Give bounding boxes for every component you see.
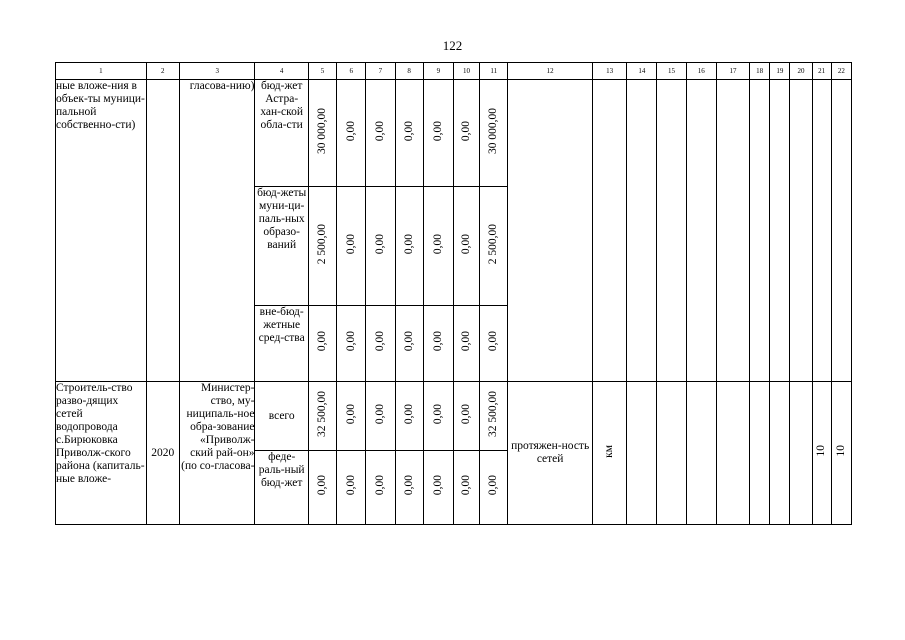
empty-cell xyxy=(831,80,851,382)
header-cell: 21 xyxy=(812,63,831,80)
value-cell: 0,00 xyxy=(366,306,395,382)
header-cell: 22 xyxy=(831,63,851,80)
indicator-cell xyxy=(508,80,593,382)
value-cell: 0,00 xyxy=(337,187,366,306)
header-cell: 13 xyxy=(592,63,626,80)
value-cell: 0,00 xyxy=(423,451,453,525)
value-cell: 0,00 xyxy=(480,306,508,382)
empty-cell xyxy=(770,382,790,525)
value-cell: 0,00 xyxy=(337,382,366,451)
header-cell: 10 xyxy=(453,63,479,80)
value-cell: 0,00 xyxy=(366,187,395,306)
empty-cell xyxy=(770,80,790,382)
unit-cell xyxy=(592,80,626,382)
value-cell: 30 000,00 xyxy=(308,80,336,187)
table-row xyxy=(56,80,852,187)
value-cell: 0,00 xyxy=(395,451,423,525)
header-cell: 3 xyxy=(179,63,255,80)
header-cell: 18 xyxy=(750,63,770,80)
value-cell: 0,00 xyxy=(453,382,479,451)
year-cell xyxy=(146,80,179,382)
budget-table xyxy=(55,62,852,525)
value-cell: 0,00 xyxy=(337,306,366,382)
header-cell: 16 xyxy=(686,63,716,80)
header-cell: 11 xyxy=(480,63,508,80)
header-cell: 1 xyxy=(56,63,147,80)
empty-cell xyxy=(686,80,716,382)
empty-cell xyxy=(812,80,831,382)
header-cell: 17 xyxy=(716,63,749,80)
value-cell: 0,00 xyxy=(395,187,423,306)
page-number: 122 xyxy=(442,38,463,53)
funding-source: феде-раль-ный бюд-жет xyxy=(255,451,308,525)
empty-cell xyxy=(657,382,686,525)
header-cell: 4 xyxy=(255,63,308,80)
value-cell: 0,00 xyxy=(423,306,453,382)
value-cell: 0,00 xyxy=(423,80,453,187)
empty-cell xyxy=(657,80,686,382)
value-cell: 32 500,00 xyxy=(480,382,508,451)
header-cell: 7 xyxy=(366,63,395,80)
funding-source: вне-бюд-жетные сред-ства xyxy=(255,306,308,382)
value-cell: 30 000,00 xyxy=(480,80,508,187)
header-cell: 9 xyxy=(423,63,453,80)
value-cell: 0,00 xyxy=(366,80,395,187)
value-cell: 0,00 xyxy=(366,382,395,451)
value-cell: 0,00 xyxy=(453,451,479,525)
unit-cell: км xyxy=(592,382,626,525)
value-cell: 0,00 xyxy=(480,451,508,525)
value-cell-22: 10 xyxy=(831,382,851,525)
object-name-cell: ные вложе-ния в объек-ты муници-пальной собственно-сти) xyxy=(56,80,147,382)
empty-cell xyxy=(627,80,657,382)
header-cell: 6 xyxy=(337,63,366,80)
value-cell-21: 10 xyxy=(812,382,831,525)
value-cell: 2 500,00 xyxy=(308,187,336,306)
empty-cell xyxy=(686,382,716,525)
value-cell: 0,00 xyxy=(366,451,395,525)
empty-cell xyxy=(750,382,770,525)
empty-cell xyxy=(716,382,749,525)
value-cell: 0,00 xyxy=(395,80,423,187)
value-cell: 32 500,00 xyxy=(308,382,336,451)
value-cell: 0,00 xyxy=(423,187,453,306)
empty-cell xyxy=(750,80,770,382)
value-cell: 0,00 xyxy=(395,306,423,382)
indicator-cell: протяжен-ность сетей xyxy=(508,382,593,525)
header-cell: 19 xyxy=(770,63,790,80)
header-cell: 15 xyxy=(657,63,686,80)
value-cell: 0,00 xyxy=(453,80,479,187)
value-cell: 0,00 xyxy=(308,306,336,382)
header-cell: 2 xyxy=(146,63,179,80)
header-row xyxy=(56,63,852,80)
table-row xyxy=(56,382,852,451)
header-cell: 20 xyxy=(790,63,812,80)
funding-source: бюд-жет Астра-хан-ской обла-сти xyxy=(255,80,308,187)
funding-source: бюд-жеты муни-ци-паль-ных образо-ваний xyxy=(255,187,308,306)
value-cell: 0,00 xyxy=(453,306,479,382)
value-cell: 0,00 xyxy=(337,451,366,525)
header-cell: 8 xyxy=(395,63,423,80)
value-cell: 0,00 xyxy=(453,187,479,306)
executor-cell: Министер-ство, му-ниципаль-ное обра-зование «Приволж-ский рай-он» (по со-гласова- xyxy=(179,382,255,525)
year-cell: 2020 xyxy=(146,382,179,525)
empty-cell xyxy=(790,80,812,382)
value-cell: 0,00 xyxy=(395,382,423,451)
funding-source: всего xyxy=(255,382,308,451)
empty-cell xyxy=(790,382,812,525)
header-cell: 5 xyxy=(308,63,336,80)
object-name-cell: Строитель-ство разво-дящих сетей водопровода с.Бирюковка Приволж-ского района (капиталь-ные вложе- xyxy=(56,382,147,525)
empty-cell xyxy=(716,80,749,382)
header-cell: 12 xyxy=(508,63,593,80)
executor-cell: гласова-нию) xyxy=(179,80,255,382)
value-cell: 0,00 xyxy=(337,80,366,187)
value-cell: 0,00 xyxy=(423,382,453,451)
header-cell: 14 xyxy=(627,63,657,80)
value-cell: 2 500,00 xyxy=(480,187,508,306)
value-cell: 0,00 xyxy=(308,451,336,525)
empty-cell xyxy=(627,382,657,525)
